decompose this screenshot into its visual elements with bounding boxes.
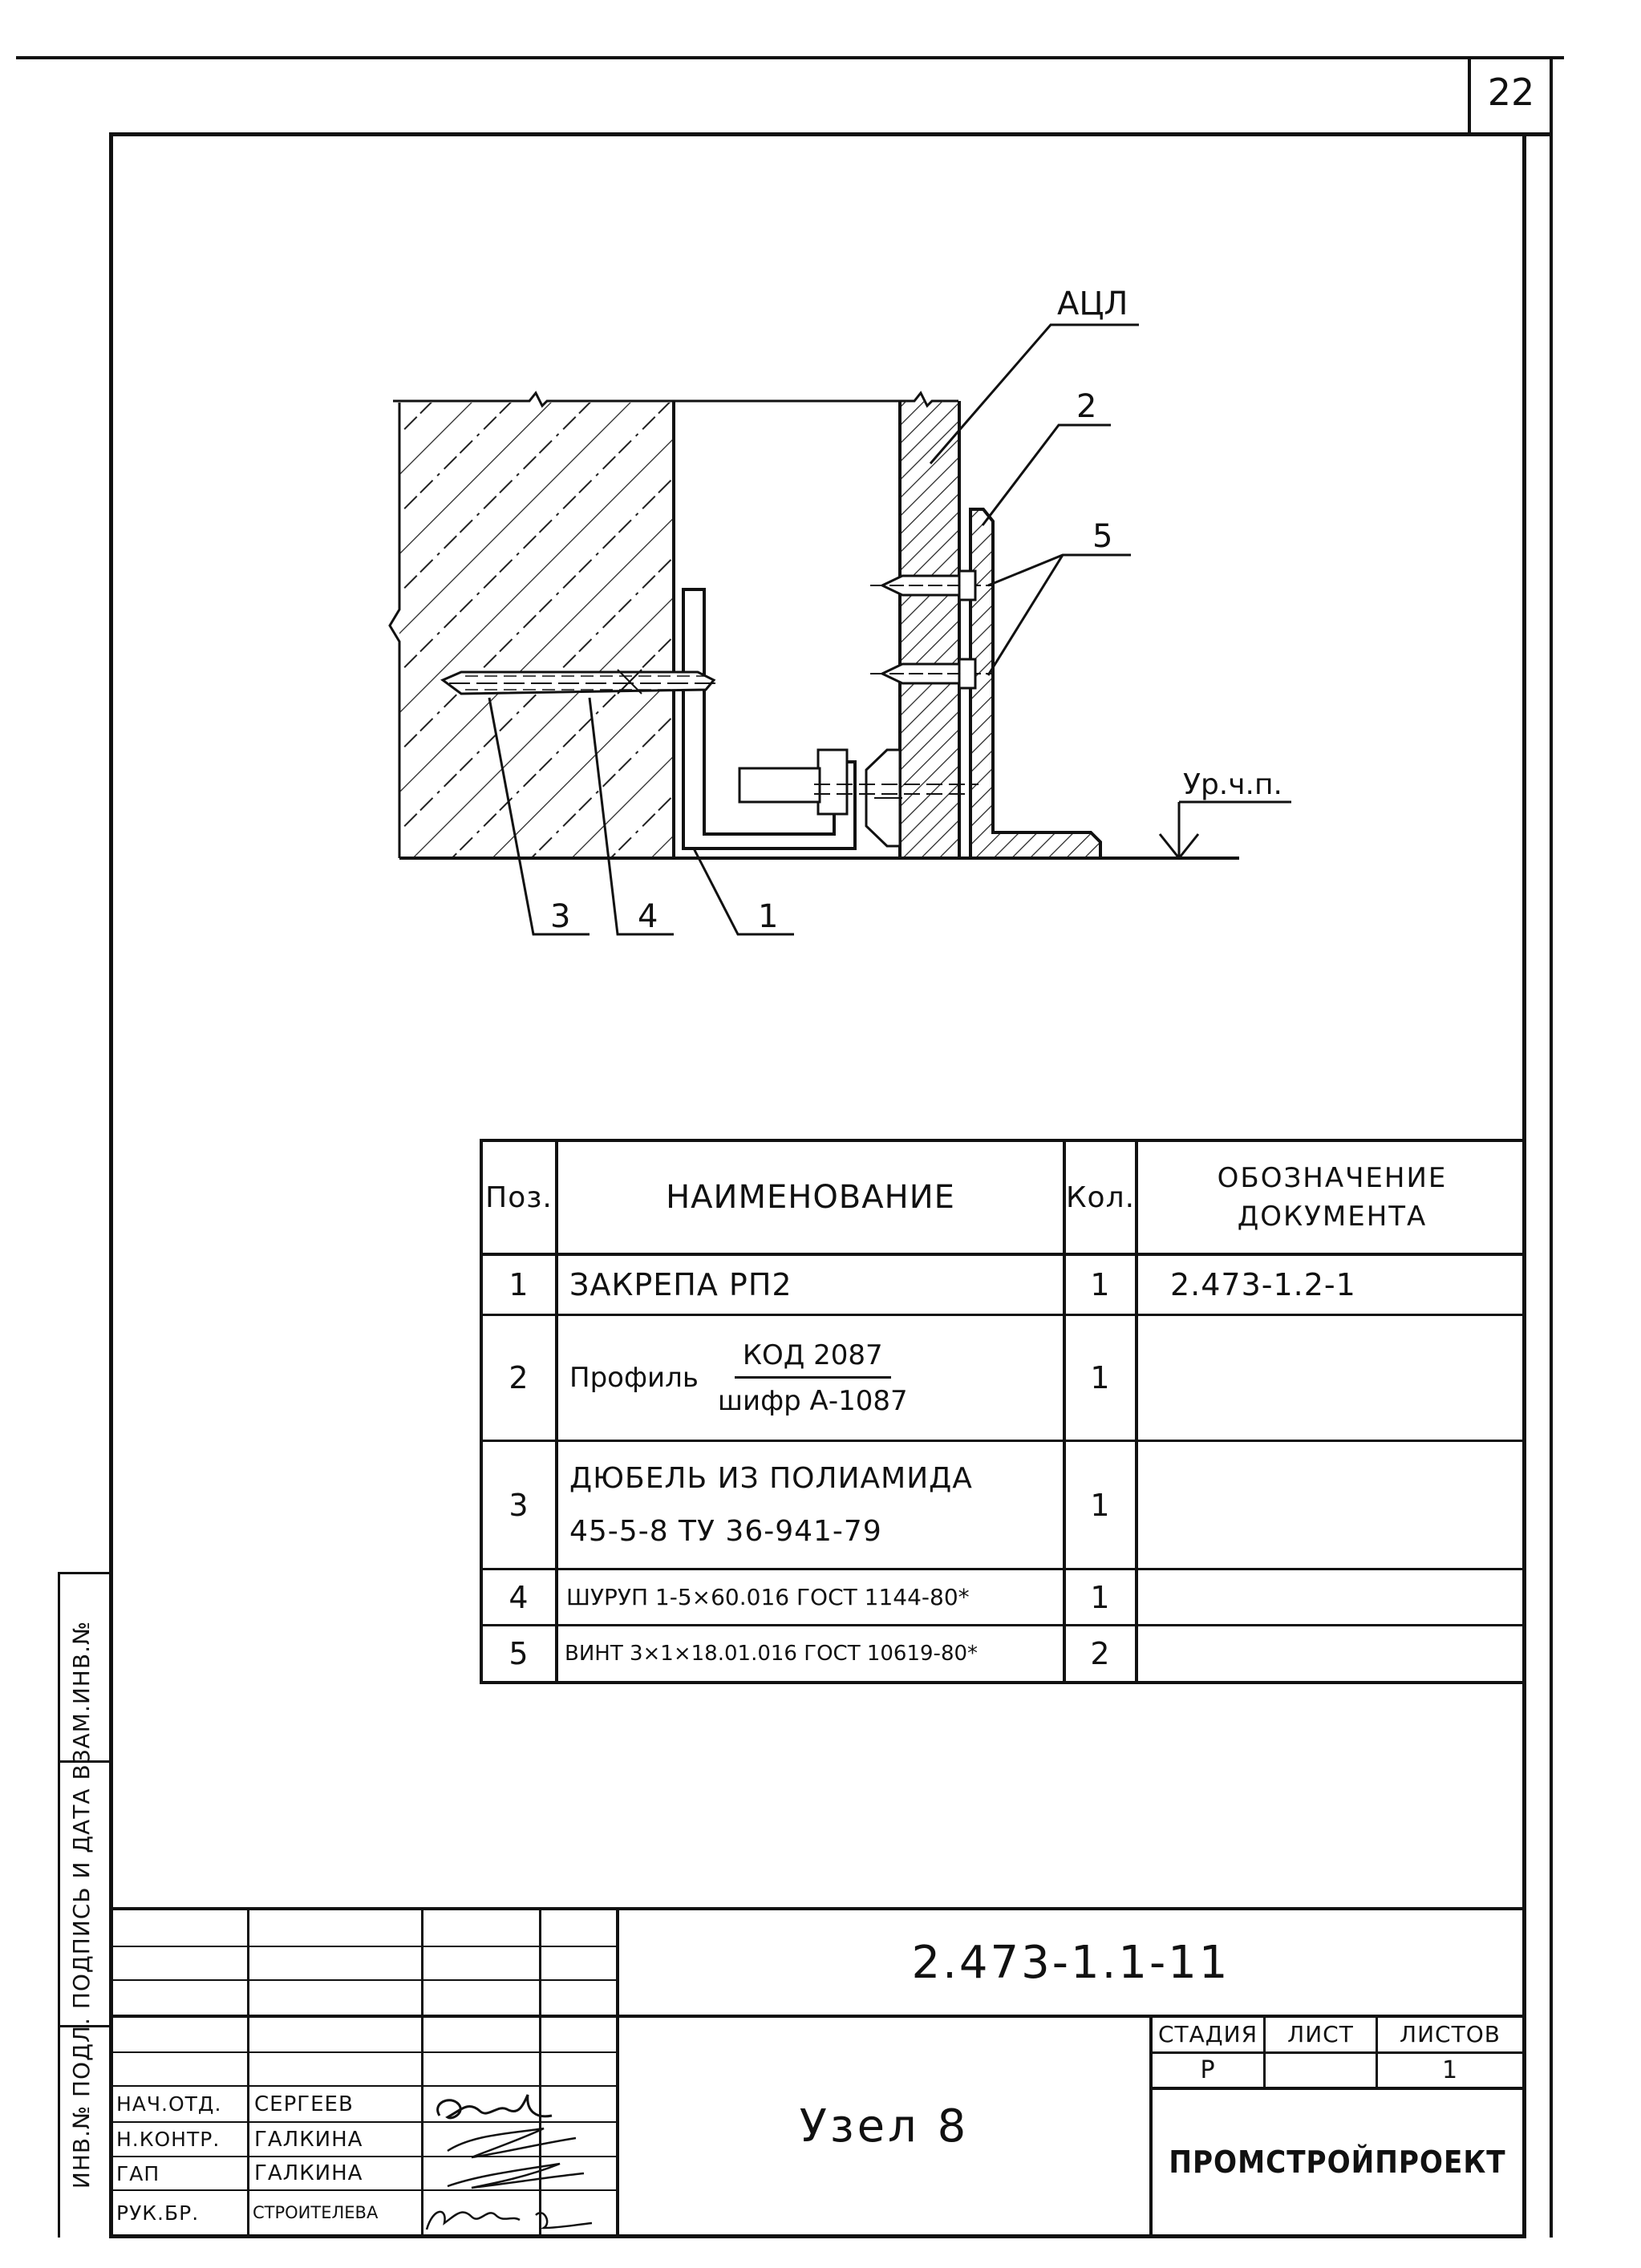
spec-header-doc-line2: ДОКУМЕНТА — [1237, 1201, 1428, 1233]
doc-code: 2.473-1.1-11 — [911, 1936, 1230, 1989]
spec-row2-name — [558, 1316, 1063, 1440]
spec-row1-doc: 2.473-1.2-1 — [1170, 1267, 1356, 1302]
signature-3 — [448, 2164, 584, 2188]
spec-header-name: НАИМЕНОВАНИЕ — [666, 1179, 955, 1216]
staff-name-4: СТРОИТЕЛЕВА — [253, 2203, 379, 2222]
spec-row2-fraction — [718, 1339, 908, 1417]
screw-lower — [870, 659, 995, 688]
sheet-number: 22 — [1487, 71, 1535, 114]
signatures — [423, 2087, 616, 2236]
spec-row5-name: ВИНТ 3×1×18.01.016 ГОСТ 10619-80* — [565, 1642, 979, 1666]
acl-panel — [900, 401, 959, 858]
node-drawing — [0, 0, 1641, 1043]
level-mark — [1160, 802, 1291, 858]
company-name: ПРОМСТРОЙПРОЕКТ — [1169, 2144, 1506, 2180]
staff-role-4: РУК.БР. — [116, 2201, 200, 2225]
spec-row3-name-line1: ДЮБЕЛЬ ИЗ ПОЛИАМИДА — [569, 1461, 973, 1495]
signature-2 — [448, 2128, 576, 2157]
spec-row2-code: КОД 2087 — [735, 1339, 891, 1379]
spec-row3-name-line2: 45-5-8 ТУ 36-941-79 — [569, 1514, 882, 1548]
spec-row2-pos: 2 — [509, 1360, 529, 1395]
label-clamp: 1 — [758, 898, 779, 935]
spec-header-qty: Кол. — [1065, 1181, 1136, 1214]
signature-4 — [427, 2212, 592, 2230]
staff-role-1: НАЧ.ОТД. — [116, 2092, 222, 2116]
spec-row2-prefix: Профиль — [569, 1362, 699, 1394]
drawing-title: Узел 8 — [799, 2100, 970, 2153]
spec-row3-qty: 1 — [1090, 1487, 1111, 1523]
stage-header: СТАДИЯ — [1157, 2021, 1258, 2047]
spec-row1-qty: 1 — [1090, 1267, 1111, 1302]
spec-row4-name: ШУРУП 1-5×60.016 ГОСТ 1144-80* — [566, 1584, 970, 1610]
label-acl: АЦЛ — [1057, 286, 1128, 322]
sheets-header: ЛИСТОВ — [1400, 2021, 1501, 2047]
spec-row1-pos: 1 — [509, 1267, 529, 1302]
label-screws: 5 — [1092, 518, 1113, 555]
staff-name-2: ГАЛКИНА — [254, 2127, 363, 2152]
label-level: Ур.ч.п. — [1183, 768, 1282, 801]
label-dowel: 3 — [550, 898, 571, 935]
staff-name-3: ГАЛКИНА — [254, 2161, 363, 2185]
spec-header-doc — [1138, 1142, 1526, 1253]
sheet-header: ЛИСТ — [1287, 2021, 1354, 2047]
spec-row2-qty: 1 — [1090, 1360, 1111, 1395]
spec-row3-pos: 3 — [509, 1487, 529, 1523]
spec-row1-name: ЗАКРЕПА РП2 — [569, 1267, 792, 1302]
staff-role-2: Н.КОНТР. — [116, 2128, 221, 2151]
dowel-screw — [443, 670, 722, 694]
spec-row5-pos: 5 — [509, 1636, 529, 1671]
spec-header-pos: Поз. — [485, 1181, 553, 1214]
spec-row4-pos: 4 — [509, 1579, 529, 1615]
staff-name-1: СЕРГЕЕВ — [254, 2092, 354, 2116]
side-stamp-text: ИНВ.№ ПОДЛ. ПОДПИСЬ И ДАТА ВЗАМ.ИНВ.№ — [68, 1620, 95, 2189]
label-profile: 2 — [1076, 388, 1097, 425]
sheets-value: 1 — [1441, 2056, 1459, 2084]
spec-row3-name — [569, 1442, 1059, 1568]
profile-angle — [970, 509, 1100, 858]
spec-row2-cipher: шифр А-1087 — [717, 1384, 908, 1417]
sheet-value — [1266, 2054, 1376, 2087]
spec-row5-qty: 2 — [1090, 1636, 1111, 1671]
staff-role-3: ГАП — [116, 2161, 160, 2185]
signature-1 — [438, 2095, 552, 2118]
screw-upper — [870, 571, 995, 600]
label-wood-screw: 4 — [638, 898, 658, 935]
wall — [390, 401, 674, 858]
spec-row4-qty: 1 — [1090, 1579, 1111, 1615]
stage-value: Р — [1200, 2056, 1216, 2084]
spec-header-doc-line1: ОБОЗНАЧЕНИЕ — [1217, 1162, 1448, 1194]
